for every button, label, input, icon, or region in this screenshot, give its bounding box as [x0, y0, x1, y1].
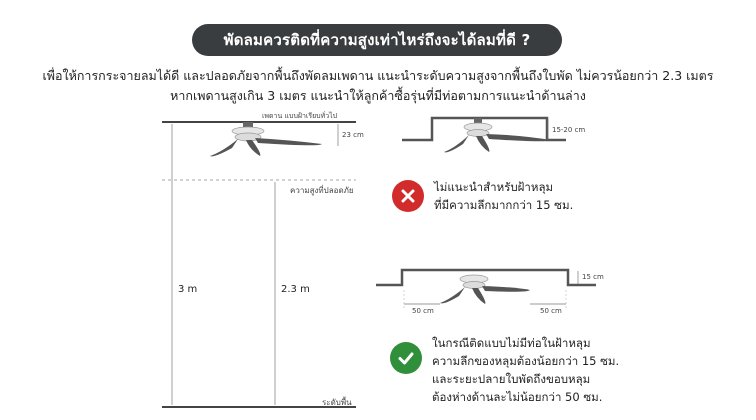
intro-line-1: เพื่อให้การกระจายลมได้ดี และปลอดภัยจากพื้นถึงพัดลมเพดาน แนะนำระดับความสูงจากพื้นถึงใบพัด ไม่ควรน้อยกว่า 2.3 เมตร [42, 68, 714, 83]
intro-line-2: หากเพดานสูงเกิน 3 เมตร แนะนำให้ลูกค้าซื้อรุ่นที่มีท่อตามการแนะนำด้านล่าง [170, 88, 586, 103]
note-line: ความลึกของหลุมต้องน้อยกว่า 15 ซม. [432, 354, 620, 368]
safe-height-value: 2.3 m [281, 284, 310, 295]
ceiling-fan-illustration [440, 275, 530, 304]
note-line: ไม่แนะนำสำหรับฝ้าหลุม [434, 180, 554, 194]
cross-icon [392, 180, 424, 212]
floor-label: ระดับพื้น [322, 398, 352, 407]
right-gap-label: 50 cm [540, 307, 562, 315]
rod-length-label: 23 cm [342, 131, 364, 139]
ceiling-fan-illustration [444, 118, 551, 152]
not-recommended-note [434, 178, 573, 214]
left-gap-label: 50 cm [412, 307, 434, 315]
safe-height-label: ความสูงที่ปลอดภัย [290, 186, 354, 195]
ceiling-label: เพดาน แบบฝ้าเรียบทั่วไป [262, 112, 338, 120]
note-line: ที่มีความลึกมากกว่า 15 ซม. [434, 198, 574, 212]
note-line: ต้องห่างด้านละไม่น้อยกว่า 50 ซม. [432, 390, 603, 404]
total-height-value: 3 m [178, 284, 198, 295]
note-line: ในกรณีติดแบบไม่มีท่อในฝ้าหลุม [432, 336, 591, 350]
ceiling-fan-illustration [210, 122, 322, 156]
recess-depth-label: 15 cm [582, 273, 604, 281]
check-icon [390, 342, 422, 374]
page-title: พัดลมควรติดที่ความสูงเท่าไหร่ถึงจะได้ลมที่ดี ? [192, 24, 562, 56]
recess-depth-label: 15-20 cm [552, 126, 586, 134]
recommended-note [432, 334, 619, 406]
note-line: และระยะปลายใบพัดถึงขอบหลุม [432, 372, 591, 386]
